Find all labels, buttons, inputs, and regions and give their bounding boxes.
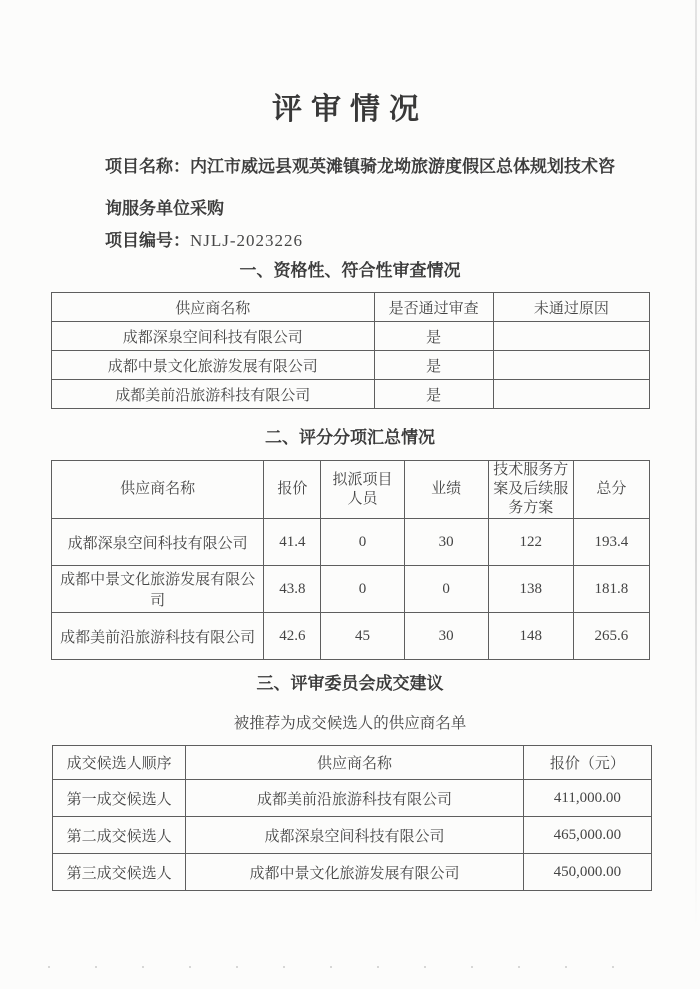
technical-plan-score-cell: 148	[488, 613, 573, 660]
supplier-name-cell: 成都美前沿旅游科技有限公司	[52, 380, 375, 409]
total-score-cell: 265.6	[573, 613, 649, 660]
column-header-technical-plan: 技术服务方案及后续服务方案	[488, 461, 573, 519]
performance-score-cell: 0	[404, 566, 488, 613]
supplier-name-cell: 成都中景文化旅游发展有限公司	[52, 351, 375, 380]
column-header-project-staff: 拟派项目人员	[321, 461, 404, 519]
performance-score-cell: 30	[404, 519, 488, 566]
project-number-line	[105, 230, 303, 252]
project-staff-score-cell: 45	[321, 613, 404, 660]
total-score-cell: 181.8	[573, 566, 649, 613]
pass-status-cell: 是	[374, 351, 493, 380]
scan-artifact-vertical-line	[695, 0, 697, 928]
total-score-cell: 193.4	[573, 519, 649, 566]
project-number-value: NJLJ-2023226	[190, 231, 304, 250]
table-header-row	[52, 293, 650, 322]
candidate-rank-cell: 第三成交候选人	[53, 854, 186, 891]
section-heading-score-summary: 二、评分分项汇总情况	[265, 428, 435, 447]
column-header-total-score: 总分	[573, 461, 649, 519]
award-candidates-subheading: 被推荐为成交候选人的供应商名单	[233, 715, 467, 732]
award-candidates-table	[52, 745, 652, 891]
fail-reason-cell	[493, 380, 649, 409]
score-summary-table	[51, 460, 650, 660]
table-header-row	[52, 461, 650, 519]
column-header-performance: 业绩	[404, 461, 488, 519]
column-header-pass-review: 是否通过审查	[374, 293, 493, 322]
supplier-name-cell: 成都深泉空间科技有限公司	[186, 817, 524, 854]
column-header-candidate-rank: 成交候选人顺序	[53, 746, 186, 780]
section-heading-qualification-review: 一、资格性、符合性审查情况	[239, 261, 461, 280]
supplier-name-cell: 成都中景文化旅游发展有限公司	[52, 566, 264, 613]
scan-artifact-specks	[48, 966, 623, 968]
column-header-supplier-name: 供应商名称	[52, 461, 264, 519]
table-row	[53, 854, 652, 891]
candidate-rank-cell: 第二成交候选人	[53, 817, 186, 854]
pass-status-cell: 是	[374, 322, 493, 351]
bid-price-cell: 465,000.00	[523, 817, 651, 854]
table-row	[53, 817, 652, 854]
supplier-name-cell: 成都深泉空间科技有限公司	[52, 519, 264, 566]
candidate-rank-cell: 第一成交候选人	[53, 780, 186, 817]
section-heading-award-recommendation: 三、评审委员会成交建议	[256, 674, 444, 693]
project-number-label: 项目编号：	[105, 231, 190, 250]
table-row	[53, 780, 652, 817]
pass-status-cell: 是	[374, 380, 493, 409]
column-header-price-score: 报价	[264, 461, 321, 519]
table-row	[52, 519, 650, 566]
table-row	[52, 566, 650, 613]
price-score-cell: 43.8	[264, 566, 321, 613]
fail-reason-cell	[493, 351, 649, 380]
technical-plan-score-cell: 122	[488, 519, 573, 566]
performance-score-cell: 30	[404, 613, 488, 660]
technical-plan-score-cell: 138	[488, 566, 573, 613]
qualification-review-table	[51, 292, 650, 409]
project-staff-score-cell: 0	[321, 566, 404, 613]
column-header-supplier-name: 供应商名称	[52, 293, 375, 322]
supplier-name-cell: 成都美前沿旅游科技有限公司	[186, 780, 524, 817]
bid-price-cell: 411,000.00	[523, 780, 651, 817]
supplier-name-cell: 成都深泉空间科技有限公司	[52, 322, 375, 351]
table-row	[52, 613, 650, 660]
bid-price-cell: 450,000.00	[523, 854, 651, 891]
fail-reason-cell	[493, 322, 649, 351]
supplier-name-cell: 成都中景文化旅游发展有限公司	[186, 854, 524, 891]
document-title: 评审情况	[272, 93, 428, 126]
column-header-fail-reason: 未通过原因	[493, 293, 649, 322]
price-score-cell: 42.6	[264, 613, 321, 660]
supplier-name-cell: 成都美前沿旅游科技有限公司	[52, 613, 264, 660]
price-score-cell: 41.4	[264, 519, 321, 566]
column-header-supplier-name: 供应商名称	[186, 746, 524, 780]
table-row	[52, 380, 650, 409]
project-name: 项目名称：内江市威远县观英滩镇骑龙坳旅游度假区总体规划技术咨询服务单位采购	[105, 157, 615, 218]
table-row	[52, 351, 650, 380]
table-header-row	[53, 746, 652, 780]
project-staff-score-cell: 0	[321, 519, 404, 566]
table-row	[52, 322, 650, 351]
column-header-bid-price: 报价（元）	[523, 746, 651, 780]
